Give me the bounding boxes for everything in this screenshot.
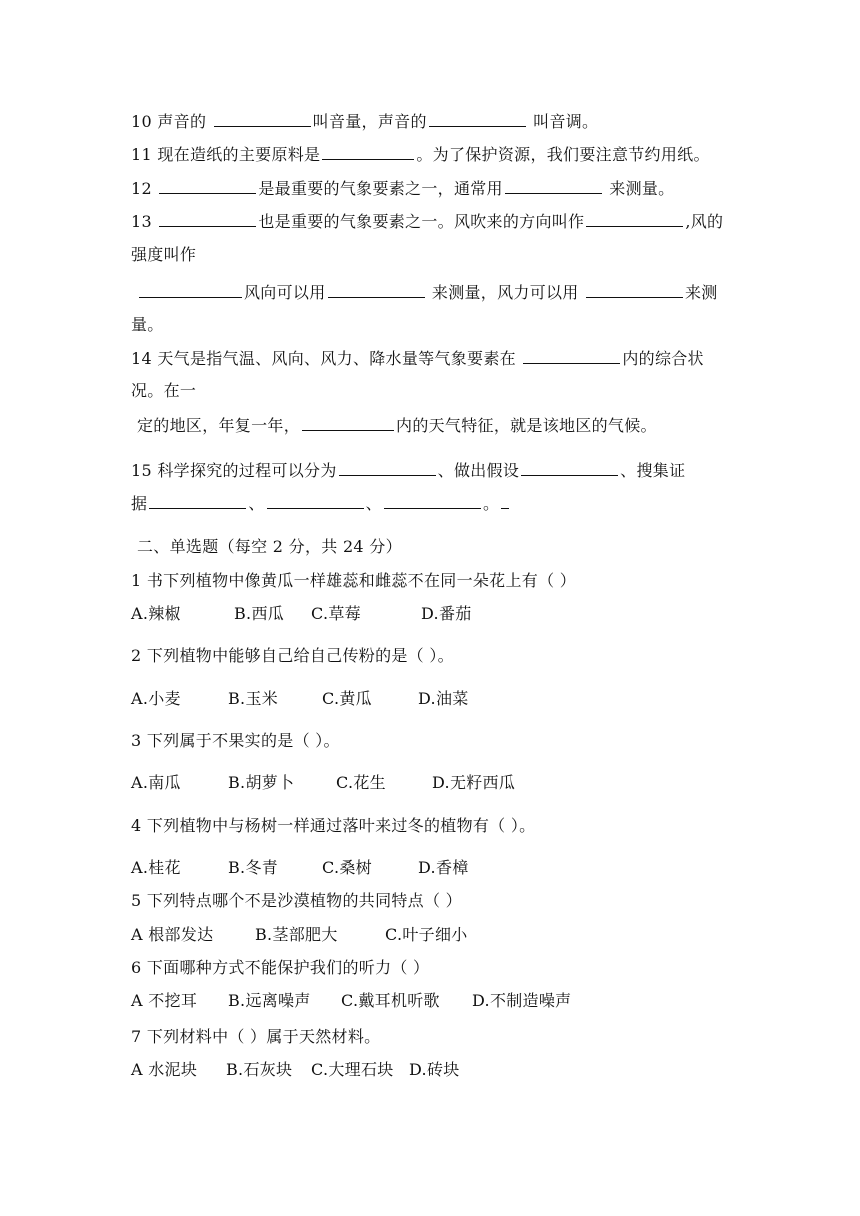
option-a[interactable]: A 根部发达 <box>131 925 214 944</box>
q12-text-2: 是最重要的气象要素之一，通常用 <box>258 179 503 198</box>
option-c[interactable]: C.桑树 <box>322 858 372 877</box>
fill-question-14 <box>131 348 741 370</box>
blank[interactable] <box>339 460 436 476</box>
mc-question-6-stem: 6 下面哪种方式不能保护我们的听力（ ） <box>131 958 430 977</box>
fill-question-13 <box>131 211 741 233</box>
q15-text-5: 、 <box>248 494 265 513</box>
mc-question-1-options <box>131 603 741 625</box>
blank[interactable] <box>214 111 311 127</box>
q13-text-4: 强度叫作 <box>131 245 197 264</box>
option-a[interactable]: A.桂花 <box>131 858 181 877</box>
blank[interactable] <box>159 178 256 194</box>
q15-text-1: 15 科学探究的过程可以分为 <box>131 461 337 480</box>
mc-question-4-options <box>131 857 741 879</box>
blank[interactable] <box>322 144 414 160</box>
fill-question-13-line-2 <box>131 244 741 266</box>
option-d[interactable]: D.油菜 <box>418 689 469 708</box>
q13-text-8: 量。 <box>131 315 164 334</box>
blank[interactable] <box>302 415 394 431</box>
option-b[interactable]: B.冬青 <box>228 858 279 877</box>
blank[interactable] <box>586 211 683 227</box>
mc-question-2-stem: 2 下列植物中能够自己给自己传粉的是（ ）。 <box>131 646 454 665</box>
blank[interactable] <box>328 282 425 298</box>
mc-question-5-options <box>131 924 741 946</box>
q11-text-1: 11 现在造纸的主要原料是 <box>131 145 321 164</box>
q13-text-6: 来测量，风力可以用 <box>431 283 579 302</box>
mc-question-3-stem: 3 下列属于不果实的是（ ）。 <box>131 731 340 750</box>
blank[interactable] <box>149 493 246 509</box>
q13-text-5: 风向可以用 <box>244 283 326 302</box>
q14-text-5: 内的天气特征，就是该地区的气候。 <box>396 416 657 435</box>
option-c[interactable]: C.大理石块 <box>311 1060 394 1079</box>
option-d[interactable]: D.砖块 <box>409 1060 460 1079</box>
blank[interactable] <box>429 111 526 127</box>
blank[interactable] <box>505 178 602 194</box>
fill-question-10 <box>131 111 741 133</box>
blank[interactable] <box>521 460 618 476</box>
option-b[interactable]: B.玉米 <box>228 689 279 708</box>
option-c[interactable]: C.叶子细小 <box>385 925 468 944</box>
q15-text-4: 据 <box>131 494 148 513</box>
option-a[interactable]: A 不挖耳 <box>131 991 198 1010</box>
section-title: 二、单选题（每空 2 分，共 24 分） <box>137 537 402 556</box>
mc-question-6-options <box>131 990 741 1012</box>
blank[interactable] <box>159 211 256 227</box>
mc-question-7-stem: 7 下列材料中（ ）属于天然材料。 <box>131 1027 381 1046</box>
option-c[interactable]: C.花生 <box>336 773 386 792</box>
option-d[interactable]: D.不制造噪声 <box>472 991 572 1010</box>
q10-text-2: 叫音量，声音的 <box>312 112 427 131</box>
option-d[interactable]: D.香樟 <box>418 858 469 877</box>
q14-text-1: 14 天气是指气温、风向、风力、降水量等气象要素在 <box>131 349 516 368</box>
blank <box>501 493 509 509</box>
q14-text-3: 况。在一 <box>131 381 197 400</box>
q14-text-4: 定的地区，年复一年， <box>137 416 301 435</box>
option-a[interactable]: A.小麦 <box>131 689 181 708</box>
fill-question-15-line-2 <box>131 493 741 515</box>
blank[interactable] <box>267 493 364 509</box>
option-a[interactable]: A.辣椒 <box>131 604 181 623</box>
option-b[interactable]: B.远离噪声 <box>228 991 311 1010</box>
option-a[interactable]: A 水泥块 <box>131 1060 198 1079</box>
q14-text-2: 内的综合状 <box>622 349 704 368</box>
option-b[interactable]: B.西瓜 <box>234 604 285 623</box>
q10-text-1: 10 声音的 <box>131 112 207 131</box>
fill-question-14-line-2 <box>131 380 741 402</box>
mc-question-2-options <box>131 688 741 710</box>
option-b[interactable]: B.茎部肥大 <box>255 925 338 944</box>
q12-text-3: 来测量。 <box>609 179 675 198</box>
fill-question-12 <box>131 178 741 200</box>
q10-text-3: 叫音调。 <box>533 112 599 131</box>
mc-question-7-options <box>131 1059 741 1081</box>
blank[interactable] <box>523 348 620 364</box>
mc-question-4-stem: 4 下列植物中与杨树一样通过落叶来过冬的植物有（ ）。 <box>131 816 536 835</box>
option-d[interactable]: D.番茄 <box>421 604 472 623</box>
fill-question-11 <box>131 144 741 166</box>
option-c[interactable]: C.黄瓜 <box>322 689 372 708</box>
option-a[interactable]: A.南瓜 <box>131 773 181 792</box>
q15-text-6: 、 <box>365 494 382 513</box>
option-c[interactable]: C.草莓 <box>311 604 361 623</box>
option-b[interactable]: B.石灰块 <box>226 1060 293 1079</box>
blank[interactable] <box>384 493 481 509</box>
option-b[interactable]: B.胡萝卜 <box>228 773 295 792</box>
fill-question-15 <box>131 460 741 482</box>
q15-text-2: 、做出假设 <box>437 461 520 480</box>
fill-question-13-line-3 <box>131 282 741 304</box>
q13-text-1: 13 <box>131 212 152 231</box>
fill-question-13-line-4 <box>131 314 741 336</box>
q12-text-1: 12 <box>131 179 152 198</box>
blank[interactable] <box>139 282 242 298</box>
q13-text-2: 也是重要的气象要素之一。风吹来的方向叫作 <box>258 212 585 231</box>
blank[interactable] <box>586 282 683 298</box>
mc-question-3-options <box>131 772 741 794</box>
q13-text-7: 来测 <box>685 283 718 302</box>
mc-question-5-stem: 5 下列特点哪个不是沙漠植物的共同特点（ ） <box>131 891 462 910</box>
q15-text-3: 、搜集证 <box>620 461 686 480</box>
q11-text-2: 。为了保护资源，我们要注意节约用纸。 <box>416 145 710 164</box>
fill-question-14-line-3 <box>131 415 741 437</box>
option-d[interactable]: D.无籽西瓜 <box>432 773 516 792</box>
mc-question-1-stem: 1 书下列植物中像黄瓜一样雄蕊和雌蕊不在同一朵花上有（ ） <box>131 571 577 590</box>
option-c[interactable]: C.戴耳机听歌 <box>341 991 440 1010</box>
q13-text-3: ,风的 <box>685 212 724 231</box>
q15-text-7: 。 <box>482 494 500 513</box>
